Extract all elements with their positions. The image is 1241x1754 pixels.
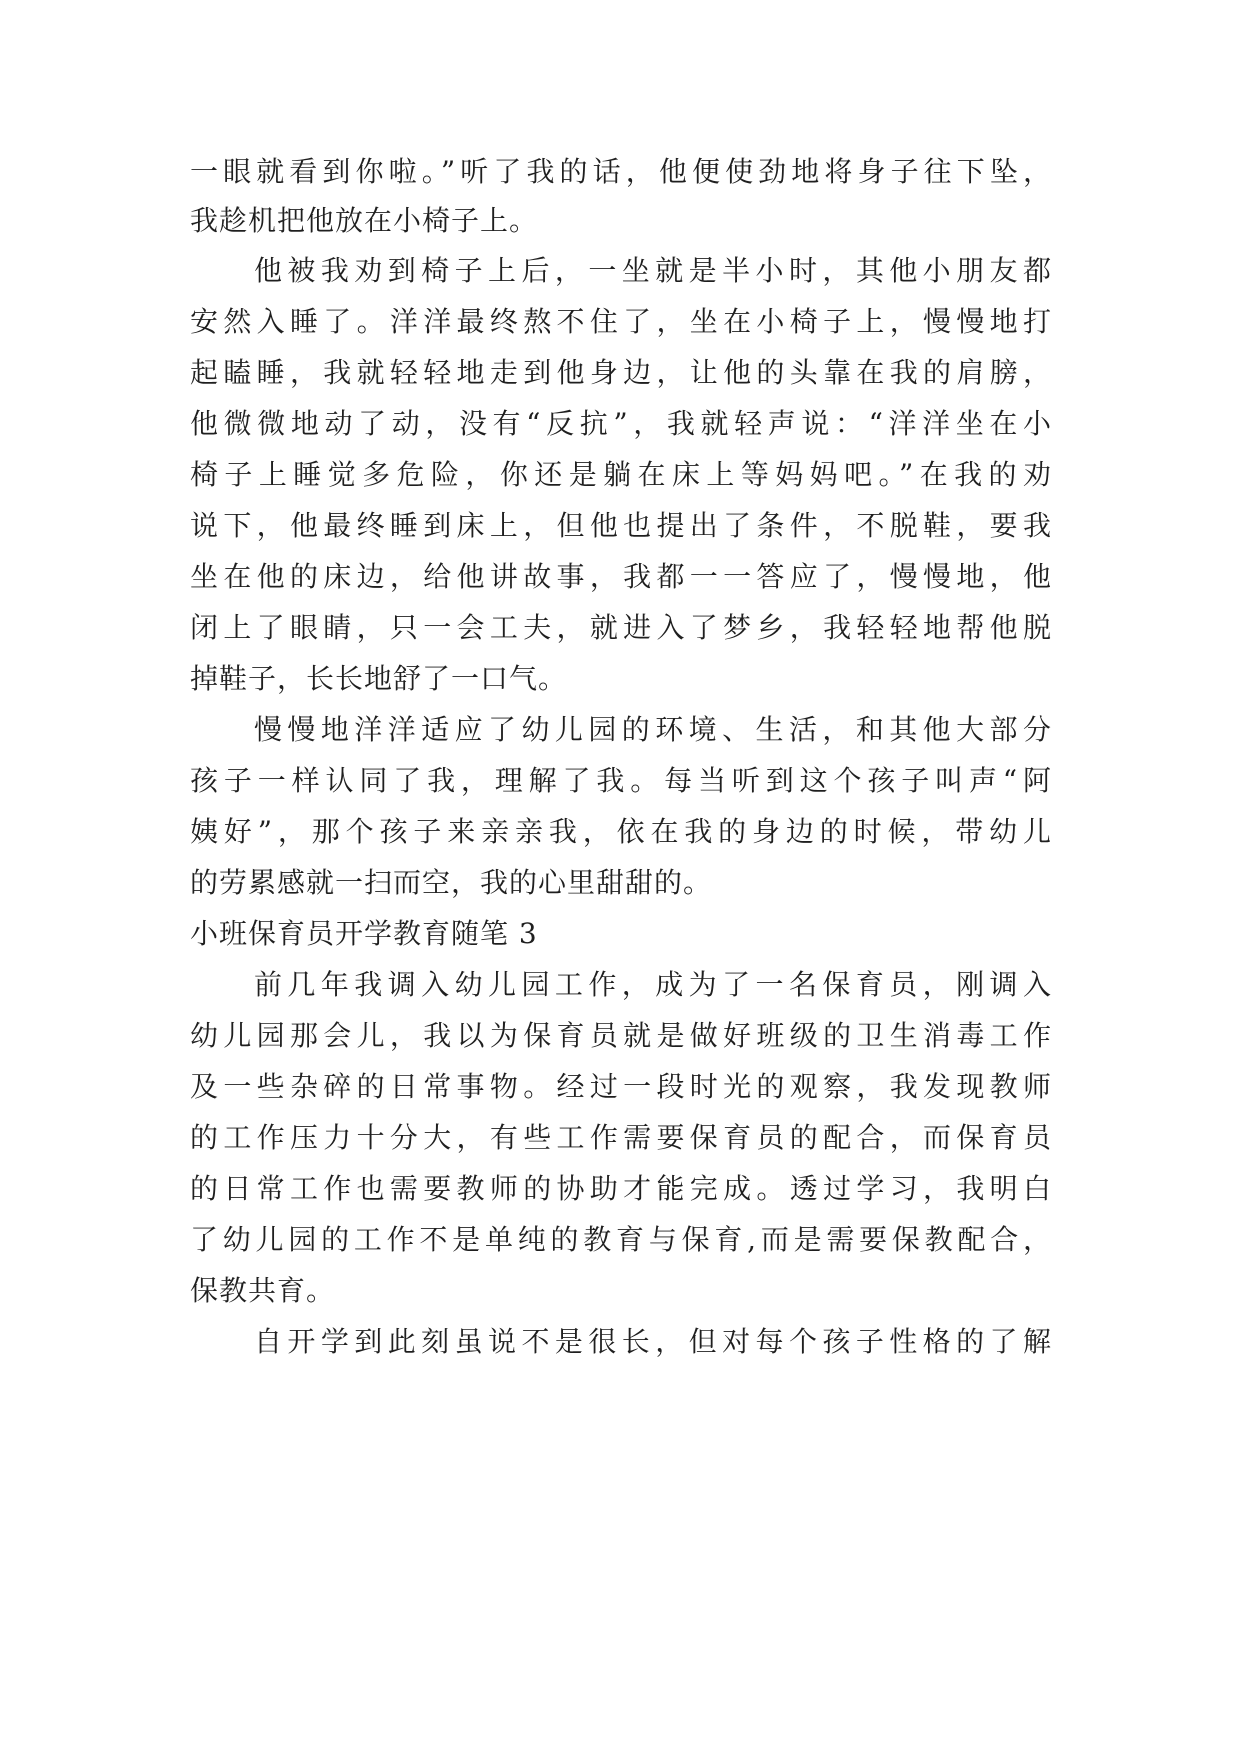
paragraph-line: 坐在他的床边，给他讲故事，我都一一答应了，慢慢地，他 — [190, 560, 1052, 593]
paragraph-line: 我趁机把他放在小椅子上。 — [190, 204, 539, 237]
paragraph-line: 孩子一样认同了我，理解了我。每当听到这个孩子叫声“阿 — [190, 764, 1052, 797]
paragraph-line: 姨好”，那个孩子来亲亲我，依在我的身边的时候，带幼儿 — [190, 815, 1052, 848]
paragraph-line: 前几年我调入幼儿园工作，成为了一名保育员，刚调入 — [254, 968, 1052, 1001]
paragraph-line: 了幼儿园的工作不是单纯的教育与保育,而是需要保教配合， — [190, 1223, 1052, 1256]
paragraph-line: 说下，他最终睡到床上，但他也提出了条件，不脱鞋，要我 — [190, 509, 1052, 542]
paragraph-line: 他微微地动了动，没有“反抗”，我就轻声说：“洋洋坐在小 — [190, 407, 1052, 440]
paragraph-line: 及一些杂碎的日常事物。经过一段时光的观察，我发现教师 — [190, 1070, 1052, 1103]
paragraph-line: 一眼就看到你啦。”听了我的话，他便使劲地将身子往下坠， — [190, 155, 1052, 188]
paragraph-line: 起瞌睡，我就轻轻地走到他身边，让他的头靠在我的肩膀， — [190, 356, 1052, 389]
paragraph-line: 的劳累感就一扫而空，我的心里甜甜的。 — [190, 866, 713, 899]
paragraph-line: 的日常工作也需要教师的协助才能完成。透过学习，我明白 — [190, 1172, 1052, 1205]
paragraph-line: 椅子上睡觉多危险，你还是躺在床上等妈妈吧。”在我的劝 — [190, 458, 1052, 491]
paragraph-line: 安然入睡了。洋洋最终熬不住了，坐在小椅子上，慢慢地打 — [190, 305, 1052, 338]
paragraph-line: 他被我劝到椅子上后，一坐就是半小时，其他小朋友都 — [254, 254, 1052, 287]
section-heading: 小班保育员开学教育随笔 3 — [190, 917, 538, 950]
paragraph-line: 掉鞋子，长长地舒了一口气。 — [190, 662, 568, 695]
paragraph-line: 闭上了眼睛，只一会工夫，就进入了梦乡，我轻轻地帮他脱 — [190, 611, 1052, 644]
paragraph-line: 自开学到此刻虽说不是很长，但对每个孩子性格的了解 — [254, 1325, 1052, 1358]
paragraph-line: 的工作压力十分大，有些工作需要保育员的配合，而保育员 — [190, 1121, 1052, 1154]
paragraph-line: 慢慢地洋洋适应了幼儿园的环境、生活，和其他大部分 — [254, 713, 1052, 746]
paragraph-line: 幼儿园那会儿，我以为保育员就是做好班级的卫生消毒工作 — [190, 1019, 1052, 1052]
paragraph-line: 保教共育。 — [190, 1274, 336, 1307]
